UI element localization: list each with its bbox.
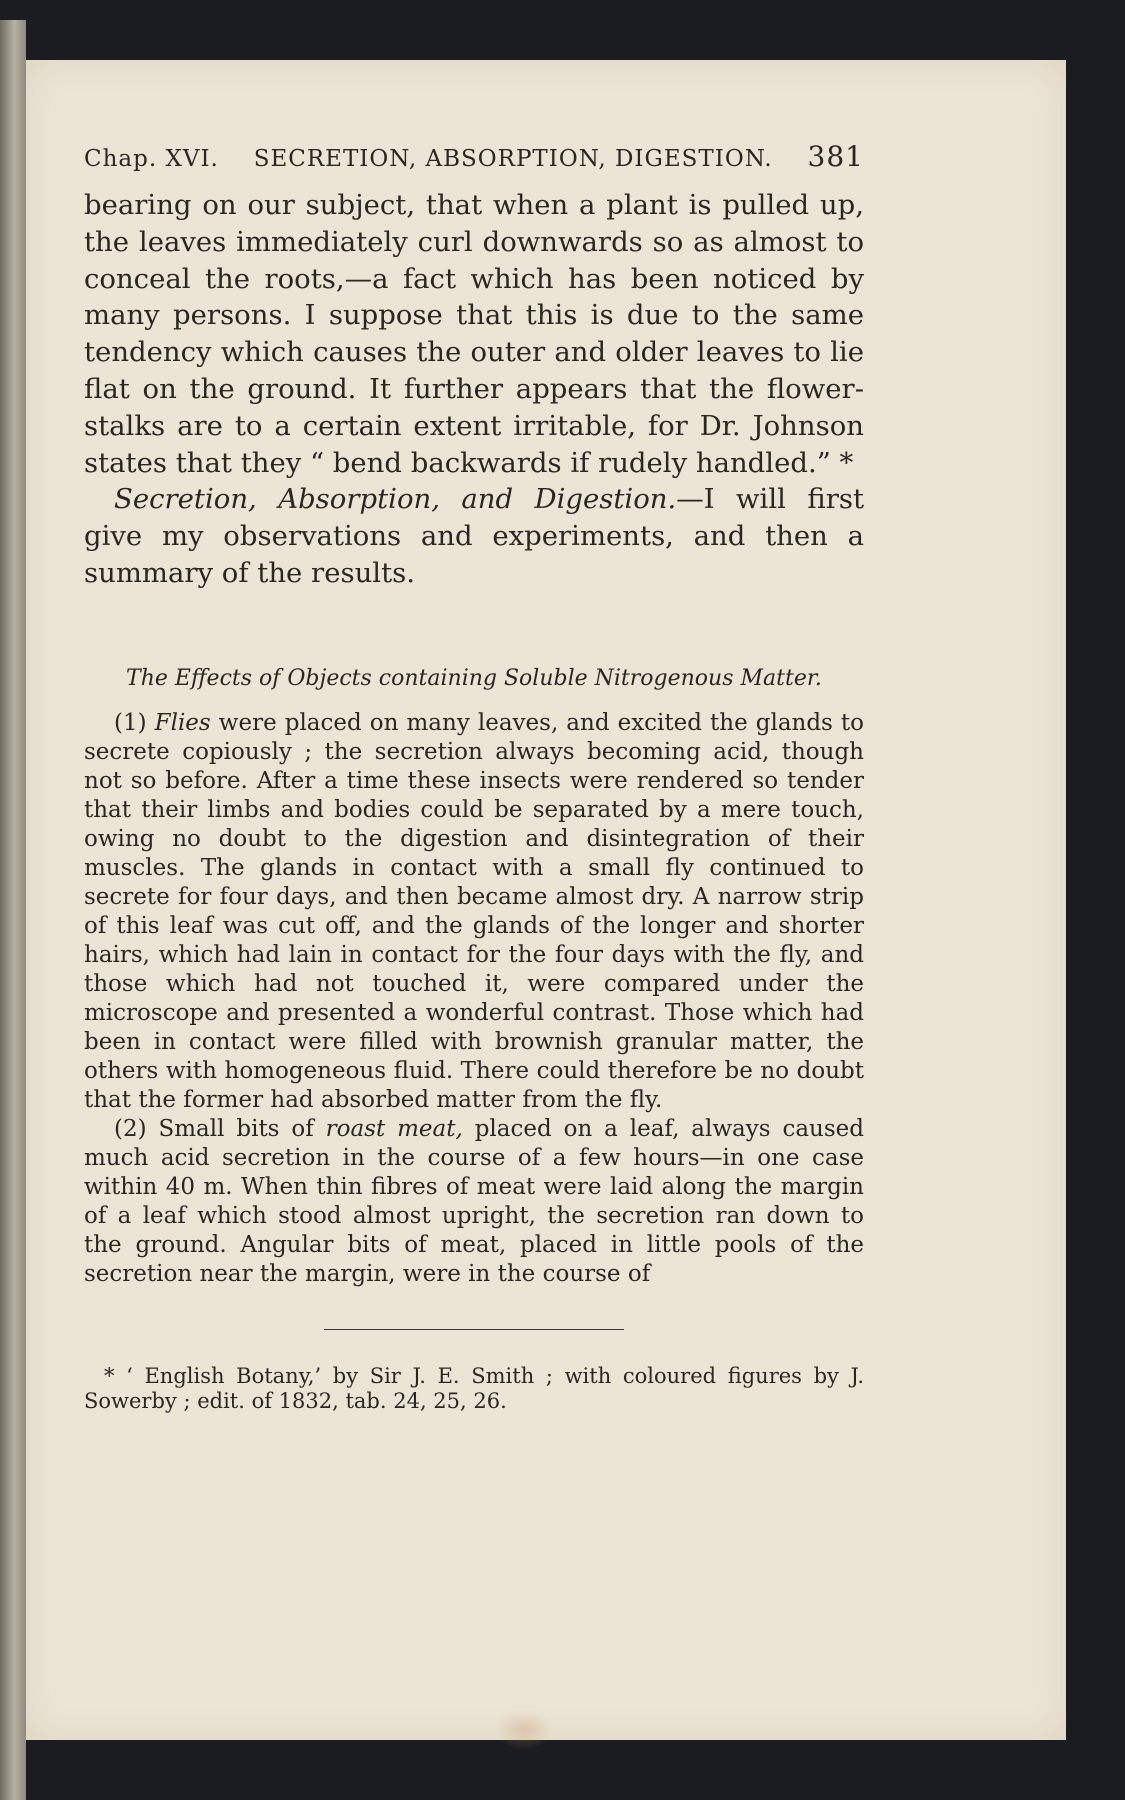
experiment-1-number: (1) bbox=[114, 709, 147, 736]
page-content bbox=[84, 140, 864, 1414]
footnote-divider bbox=[324, 1329, 624, 1330]
section-heading: The Effects of Objects containing Soluble Nitrogenous Matter. bbox=[126, 665, 822, 691]
chapter-label: Chap. XVI. bbox=[84, 146, 219, 172]
running-title: SECRETION, ABSORPTION, DIGESTION. bbox=[253, 146, 773, 172]
experiment-2-lead: Small bits of bbox=[158, 1115, 314, 1142]
footnote: * ‘ English Botany,’ by Sir J. E. Smith ; with coloured figures by J. Sowerby ; edit. of 1832, tab. 24, 25, 26. bbox=[84, 1363, 864, 1413]
paragraph-italic-lead: Secretion, Absorption, and Digestion. bbox=[114, 483, 677, 516]
paragraph-rest: —I will first give my observations and experiments, and then a summary of the results. bbox=[84, 483, 865, 589]
experiment-2-subject: roast meat, bbox=[325, 1115, 463, 1142]
paragraph-continued: bearing on our subject, that when a plant is pulled up, the leaves immediately curl downwards so as almost to conceal the roots,—a fact which has been noticed by many persons. I suppose that this is due to the same tendency which causes the outer and older leaves to lie flat on the ground. It further appears that the flower-stalks are to a certain extent irritable, for Dr. Johnson states that they “ bend backwards if rudely handled.” * bbox=[84, 189, 864, 479]
facing-page-edge bbox=[0, 20, 26, 1800]
running-head bbox=[84, 140, 864, 173]
experiment-2-text: placed on a leaf, always caused much acid secretion in the course of a few hours—in one case within 40 m. When thin fibres of meat were laid along the margin of a leaf which stood almost upright, the secretion ran down to the ground. Angular bits of meat, placed in little pools of the secretion near the margin, were in the course of bbox=[84, 1115, 865, 1287]
experiment-1-text: were placed on many leaves, and excited the glands to secrete copiously ; the secretion always becoming acid, though not so before. After a time these insects were rendered so tender that their limbs and bodies could be separated by a mere touch, owing no doubt to the digestion and disintegration of their muscles. The glands in contact with a small fly continued to secrete for four days, and then became almost dry. A narrow strip of this leaf was cut off, and the glands of the longer and shorter hairs, which had lain in contact for the four days with the fly, and those which had not touched it, were compared under the microscope and presented a wonderful contrast. Those which had been in contact were filled with brownish granular matter, the others with homogeneous fluid. There could therefore be no doubt that the former had absorbed matter from the fly. bbox=[84, 709, 864, 1113]
experiment-2-number: (2) bbox=[114, 1115, 147, 1142]
experiment-1-subject: Flies bbox=[154, 709, 211, 736]
paragraph-secretion-intro bbox=[84, 481, 864, 591]
experiment-2 bbox=[84, 1115, 864, 1289]
experiment-1 bbox=[84, 709, 864, 1115]
paper-stain bbox=[494, 1710, 554, 1750]
page-number: 381 bbox=[807, 140, 864, 173]
